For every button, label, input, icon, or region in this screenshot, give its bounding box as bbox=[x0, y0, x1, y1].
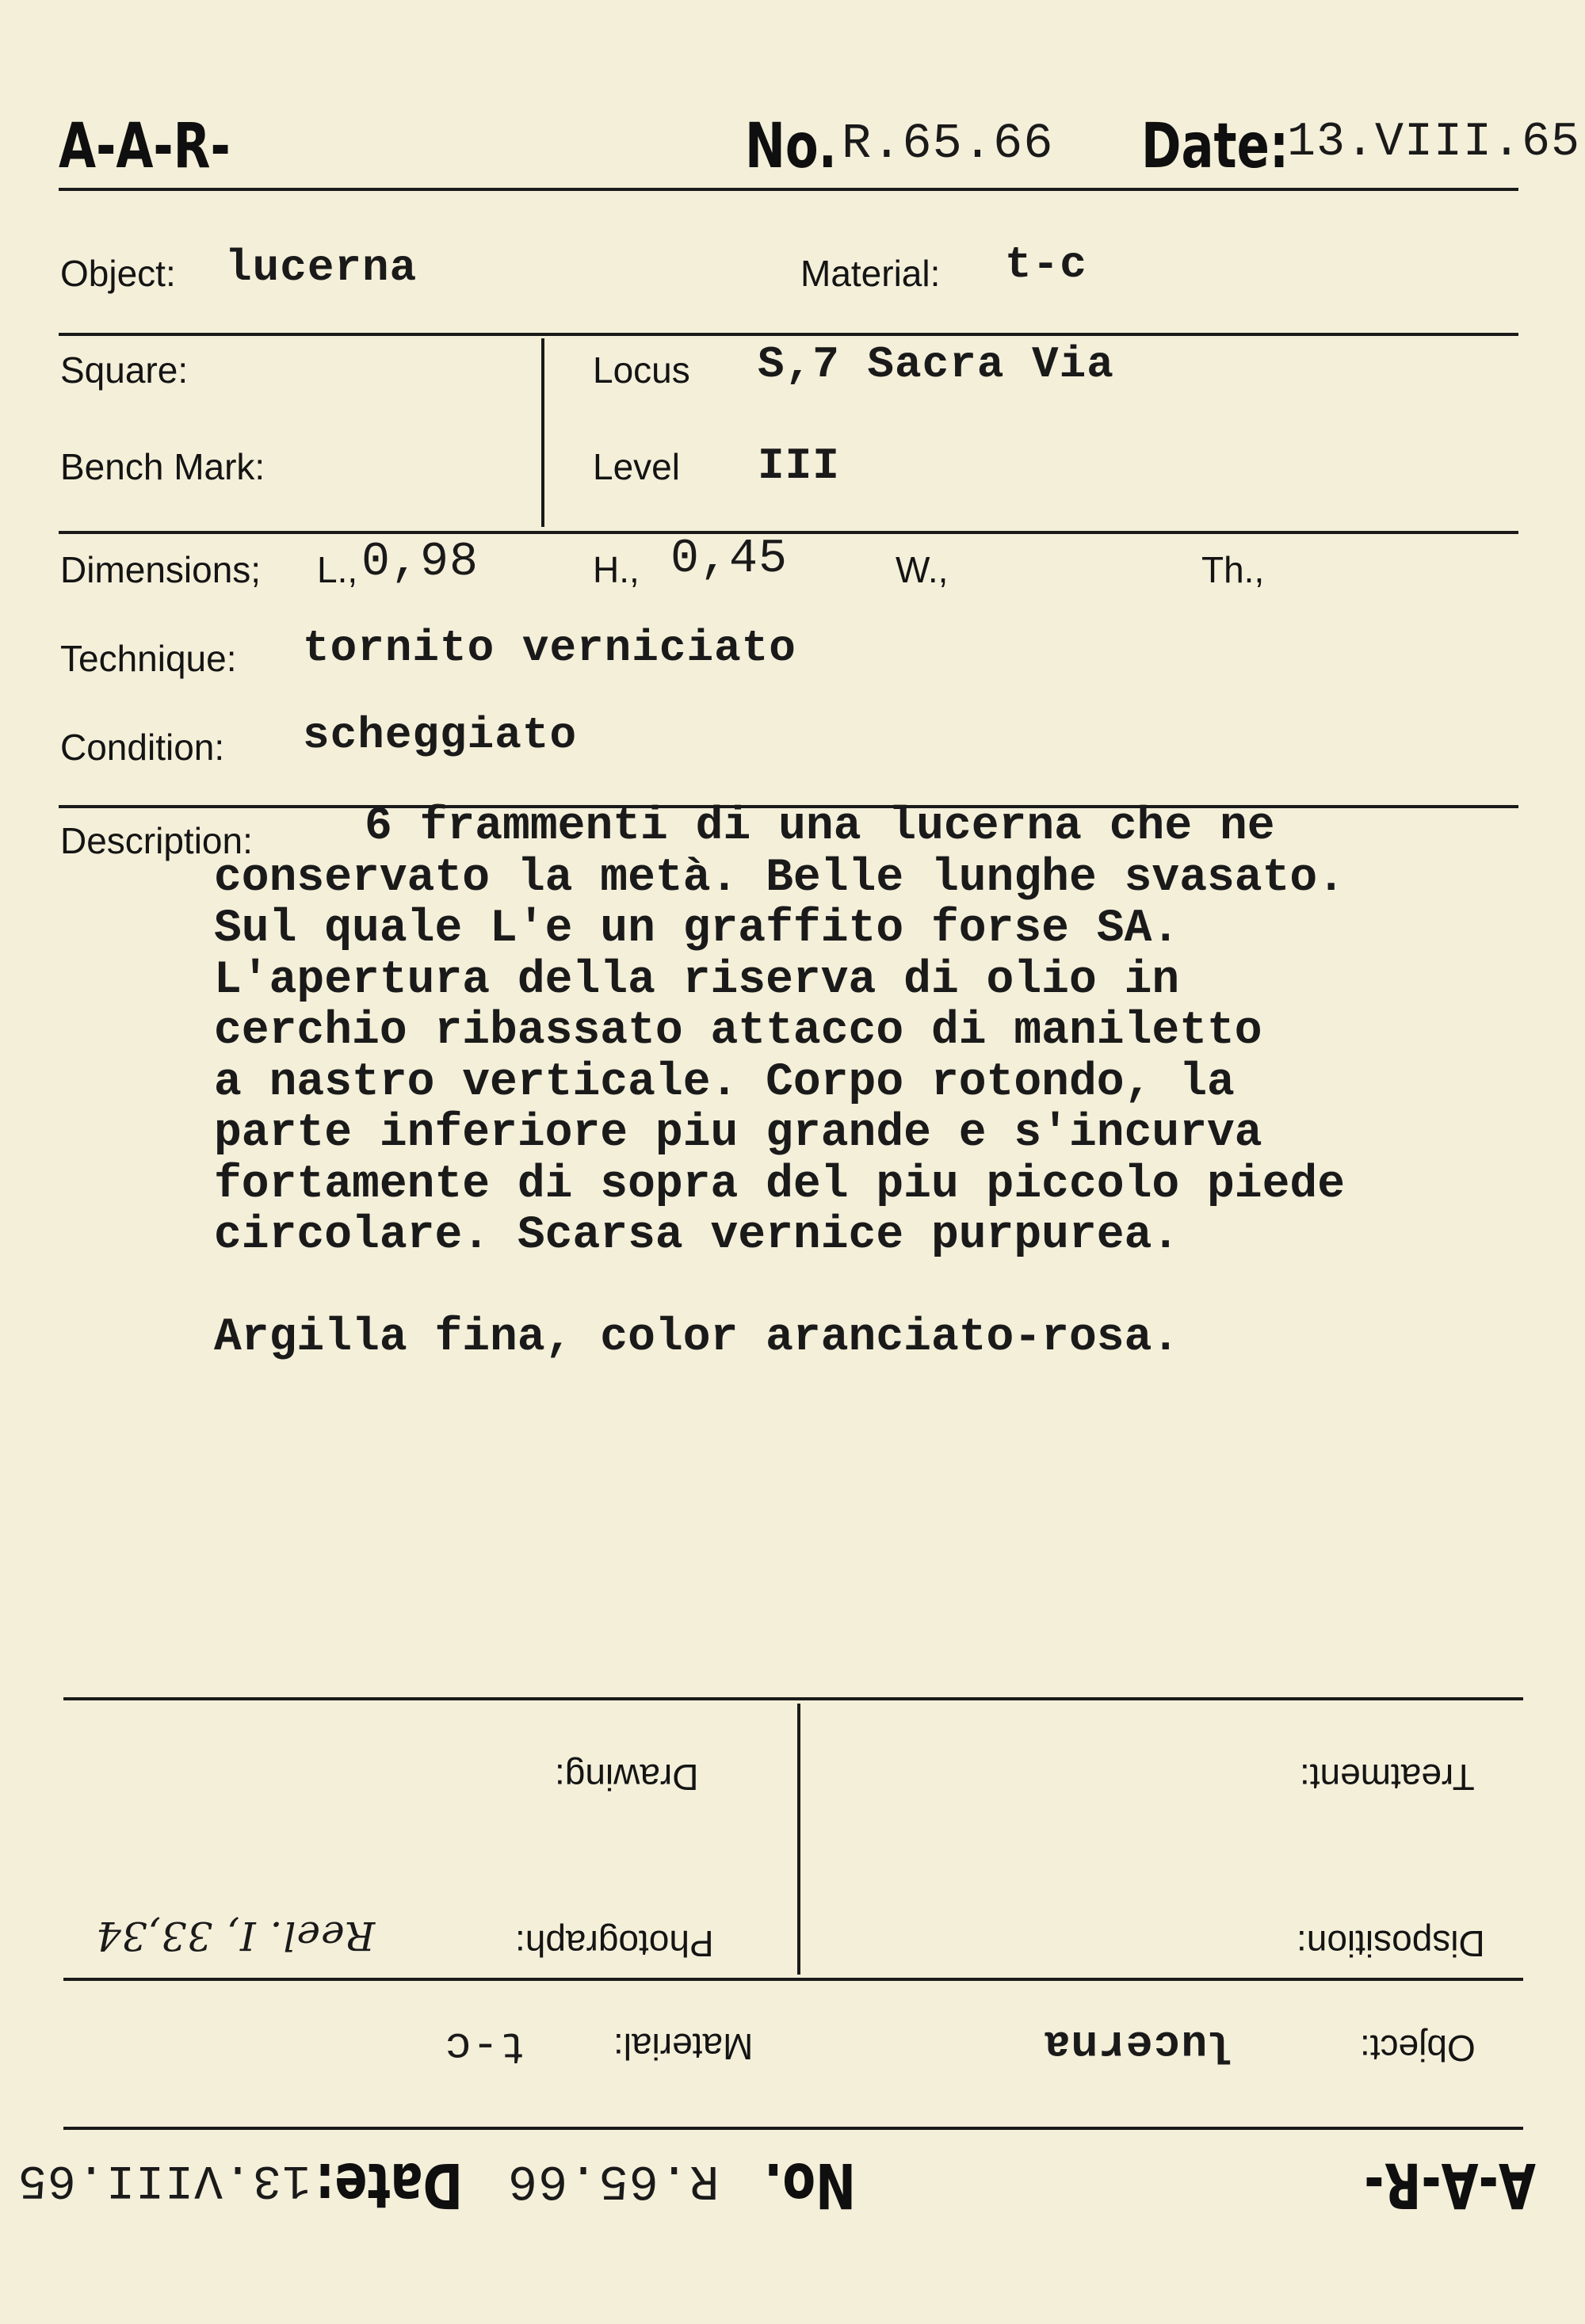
height-value: 0,45 bbox=[670, 532, 789, 586]
description-line: cerchio ribassato attacco di maniletto bbox=[214, 1006, 1262, 1057]
description-line: circolare. Scarsa vernice purpurea. bbox=[214, 1210, 1180, 1261]
bottom-date-label-wrap bbox=[315, 2139, 463, 2227]
bottom-object-value: lucerna bbox=[1043, 2019, 1236, 2070]
bottom-material-value: t-c bbox=[444, 2021, 526, 2071]
dimensions-label: Dimensions; bbox=[60, 549, 262, 590]
bottom-date-value: 13.VIII.65 bbox=[17, 2152, 311, 2206]
description-line: Argilla fina, color aranciato-rosa. bbox=[214, 1312, 1180, 1364]
object-rule bbox=[59, 333, 1518, 336]
bottom-object-label: Object: bbox=[1360, 2028, 1476, 2069]
description-line: 6 frammenti di una lucerna che ne bbox=[365, 801, 1275, 853]
level-label: Level bbox=[593, 446, 680, 487]
square-label: Square: bbox=[60, 349, 189, 391]
length-value: 0,98 bbox=[361, 536, 479, 590]
date-value: 13.VIII.65 bbox=[1287, 116, 1581, 170]
photograph-value: Reel. I, 33,34 bbox=[95, 1913, 376, 1959]
locus-label: Locus bbox=[593, 349, 690, 391]
description-label: Description: bbox=[60, 820, 253, 861]
object-label: Object: bbox=[60, 253, 176, 294]
bottom-number-value: R.65.66 bbox=[507, 2152, 720, 2208]
bottom-org-wrap bbox=[1364, 2139, 1536, 2227]
photograph-label: Photograph: bbox=[515, 1923, 714, 1964]
material-value: t-c bbox=[1005, 239, 1087, 290]
bottom-divider bbox=[797, 1704, 800, 1975]
height-label: H., bbox=[593, 549, 640, 590]
description-line: L'apertura della riserva di olio in bbox=[214, 954, 1180, 1006]
level-value: III bbox=[758, 441, 840, 491]
description-line: fortamente di sopra del piu piccolo piede bbox=[214, 1158, 1346, 1211]
treatment-label: Treatment: bbox=[1300, 1757, 1475, 1798]
drawing-label: Drawing: bbox=[555, 1757, 699, 1798]
locus-value: S,7 Sacra Via bbox=[758, 339, 1114, 390]
length-label: L., bbox=[317, 549, 358, 590]
bottom-header-rule bbox=[63, 2127, 1523, 2130]
locus-rule bbox=[59, 531, 1518, 534]
width-label: W., bbox=[896, 549, 949, 590]
number-value: R.65.66 bbox=[842, 116, 1054, 172]
number-label: No. bbox=[745, 111, 837, 182]
description-line: Sul quale L'e un graffito forse SA. bbox=[214, 903, 1180, 955]
description-line: parte inferiore piu grande e s'incurva bbox=[214, 1108, 1262, 1159]
condition-label: Condition: bbox=[60, 727, 225, 768]
date-label: Date: bbox=[1141, 111, 1289, 182]
disposition-label: Disposition: bbox=[1297, 1923, 1485, 1964]
description-line bbox=[214, 1262, 1577, 1314]
material-label: Material: bbox=[800, 253, 941, 294]
header-rule bbox=[59, 188, 1518, 191]
description-line: a nastro verticale. Corpo rotondo, la bbox=[214, 1056, 1235, 1109]
bottom-date-label: Date: bbox=[315, 2149, 463, 2220]
square-divider bbox=[541, 338, 544, 527]
bottom-number-label: No. bbox=[764, 2149, 856, 2220]
bench-mark-label: Bench Mark: bbox=[60, 446, 265, 487]
object-value: lucerna bbox=[225, 242, 418, 293]
description-line: conservato la metà. Belle lunghe svasato. bbox=[214, 852, 1346, 904]
org-header: A-A-R- bbox=[59, 111, 231, 182]
bottom-org: A-A-R- bbox=[1364, 2149, 1536, 2220]
description-text bbox=[214, 802, 1577, 1364]
technique-label: Technique: bbox=[60, 638, 237, 679]
thickness-label: Th., bbox=[1201, 549, 1265, 590]
bottom-top-rule bbox=[63, 1697, 1523, 1700]
bottom-number-label-wrap bbox=[761, 2139, 856, 2227]
technique-value: tornito verniciato bbox=[303, 623, 796, 674]
bottom-material-label: Material: bbox=[613, 2026, 754, 2067]
bottom-mid-rule bbox=[63, 1978, 1523, 1981]
condition-value: scheggiato bbox=[303, 710, 578, 761]
